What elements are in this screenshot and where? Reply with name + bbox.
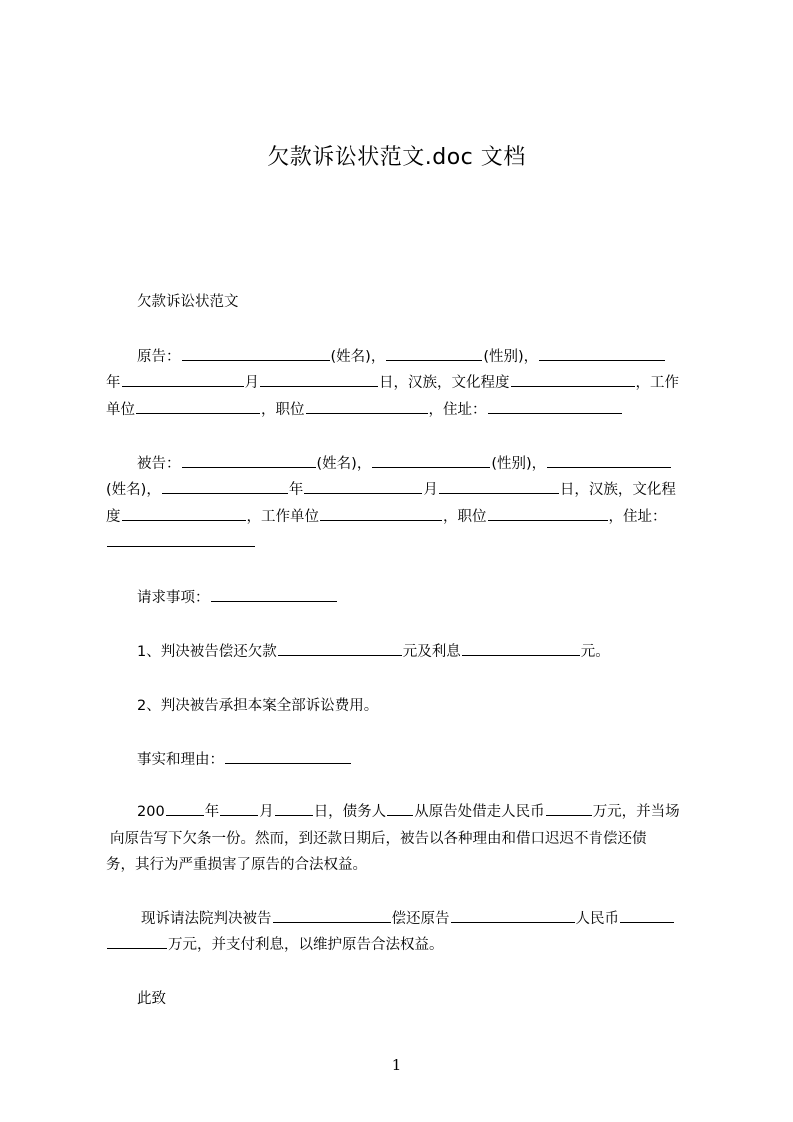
defendant-address-blank[interactable] <box>107 532 255 547</box>
plaintiff-year-blank[interactable] <box>122 372 244 387</box>
defendant-education-blank[interactable] <box>122 506 246 521</box>
plaintiff-line-2: 年 月 日，汉族，文化程度 ，工作 <box>106 371 706 392</box>
request-plaintiff-blank[interactable] <box>451 908 575 923</box>
claim-item-2: 2、判决被告承担本案全部诉讼费用。 <box>137 698 379 714</box>
plaintiff-unit-blank[interactable] <box>136 399 260 414</box>
plaintiff-address-blank[interactable] <box>488 399 622 414</box>
plaintiff-position-blank[interactable] <box>306 399 428 414</box>
facts-year-blank[interactable] <box>166 801 204 816</box>
facts-debtor-blank[interactable] <box>387 801 413 816</box>
facts-month-blank[interactable] <box>220 801 258 816</box>
claim-interest-blank[interactable] <box>462 641 580 656</box>
defendant-gender-blank[interactable] <box>372 453 490 468</box>
request-rmb-blank[interactable] <box>620 908 674 923</box>
facts-line-2: 向原告写下欠条一份。然而，到还款日期后，被告以各种理由和借口迟迟不肯偿还债 <box>110 831 647 847</box>
defendant-extra-blank[interactable] <box>547 453 671 468</box>
page-number: 1 <box>391 1056 402 1074</box>
request-line-2: 万元，并支付利息，以维护原告合法权益。 <box>106 933 706 954</box>
plaintiff-gender-blank[interactable] <box>386 346 482 361</box>
claims-blank[interactable] <box>211 587 337 602</box>
facts-amount-blank[interactable] <box>546 801 592 816</box>
defendant-birth-blank[interactable] <box>162 479 288 494</box>
request-amount-blank[interactable] <box>107 934 167 949</box>
plaintiff-birth-blank[interactable] <box>539 346 665 361</box>
defendant-year-blank[interactable] <box>304 479 422 494</box>
defendant-line-2: (姓名)， 年 月 日，汉族，文化程 <box>106 478 706 499</box>
closing-text: 此致 <box>137 991 166 1007</box>
facts-day-blank[interactable] <box>275 801 313 816</box>
facts-line-1: 200 年 月 日，债务人 从原告处借走人民币 万元，并当场 <box>137 800 737 821</box>
defendant-name-blank[interactable] <box>182 453 316 468</box>
plaintiff-name-blank[interactable] <box>182 346 330 361</box>
plaintiff-line-3: 单位 ，职位 ，住址： <box>106 398 706 419</box>
facts-blank[interactable] <box>225 749 351 764</box>
request-defendant-blank[interactable] <box>273 908 391 923</box>
defendant-line-3: 度 ，工作单位 ，职位 ，住址： <box>106 505 706 526</box>
plaintiff-education-blank[interactable] <box>511 372 635 387</box>
claims-label-line: 请求事项： <box>137 586 737 607</box>
claim-amount-blank[interactable] <box>278 641 402 656</box>
request-line-1: 现诉请法院判决被告 偿还原告 人民币 <box>141 907 741 928</box>
facts-label-line: 事实和理由： <box>137 748 737 769</box>
document-title: 欠款诉讼状范文.doc 文档 <box>267 145 526 170</box>
facts-line-3: 务，其行为严重损害了原告的合法权益。 <box>106 857 367 873</box>
defendant-line-1: 被告： (姓名)， (性别)， <box>137 452 737 473</box>
plaintiff-month-blank[interactable] <box>260 372 378 387</box>
document-heading: 欠款诉讼状范文 <box>137 294 239 310</box>
plaintiff-line-1: 原告： (姓名)， (性别)， <box>137 345 737 366</box>
claim-item-1: 1、判决被告偿还欠款 元及利息 元。 <box>137 640 737 661</box>
defendant-month-blank[interactable] <box>439 479 559 494</box>
defendant-position-blank[interactable] <box>488 506 608 521</box>
defendant-unit-blank[interactable] <box>320 506 442 521</box>
defendant-line-4 <box>106 532 706 551</box>
